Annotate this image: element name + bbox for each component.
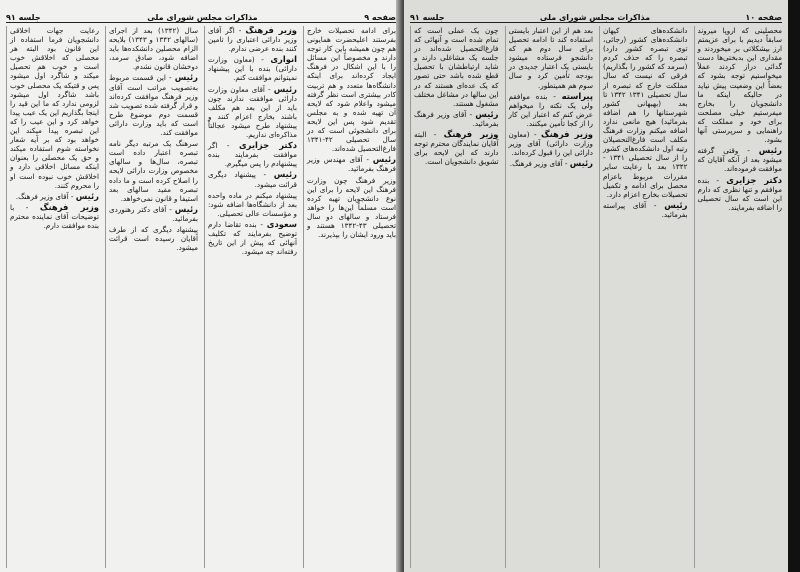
paragraph — [307, 176, 396, 240]
page-number: صفحه ۱۰ — [745, 13, 782, 22]
speaker-name: وزیر فرهنگ — [443, 129, 499, 140]
paragraph-text: پیشنهاد میکنم در ماده واحده بعد از دانشگاه‌ها اضافه شود: و مؤسسات عالی تحصیلی. — [208, 190, 297, 218]
paragraph-text: سال (۱۳۴۲) بعد از اجرای (سالهای ۱۳۴۲ و ۱۳۴۳) بلایحه الزام محصلین دانشکده‌ها باید اضافه شود، صادق سرمد، دوخشان قانون نشدم. — [109, 26, 198, 72]
scan-edge — [788, 0, 800, 572]
paragraph: رئیس - آقای وزیر فرهنگ بفرمائید. — [414, 108, 499, 128]
text-column — [599, 26, 688, 568]
text-column — [105, 26, 198, 568]
text-columns — [410, 26, 782, 568]
paragraph-text: آقای وزیر فرهنگ. — [15, 191, 69, 201]
paragraph: رئیس - آقای معاون وزارت دارائی موافقت ندارند چون باید از این بعد هم مکلف باشند بخارج اعزام کنند و پیشنهاد طرح میشود عجالتاً مذاکره‌ای نداریم. — [208, 83, 297, 140]
paragraph-text: برای ادامه تحصیلات خارج بفرستند اعلیحضرت همایونی هم چون همیشه باین کار توجه دارند و مخصوصاً این مسائل را با این اشکال در فرهنگ ایجاد کرده‌اند برای اینکه دانشگاه‌ها متعدد و هم تربیت کادر بیشتری است نظر گرفته میشود واعلام شود که لایحه آن تهیه شده و به مجلس تقدیم شود پس این لایحه برای دانشجوئی است که در سال تحصیلی ۴۲-۱۳۴۱ فارغ‌التحصیل شده‌اند. — [307, 26, 396, 154]
paragraph: وزیر فرهنگ - اگر آقای وزیر دارائی اعتباری را تامین کنند بنده عرضی ندارم. — [208, 26, 297, 54]
paragraph-text: بنده تقاضا دارم توضیح بفرمایند که تکلیف آنهائی که پیش از این تاریخ رفته‌اند چه میشود. — [208, 219, 297, 257]
speaker-name: دکتر جزایری — [238, 140, 297, 151]
paragraph-text: آقای دکتر رهنوردی بفرمائید. — [109, 204, 198, 223]
paragraph-text: با توضیحات آقای نماینده محترم بنده موافقت دارم. — [10, 202, 99, 230]
paragraph: انواری - (معاون وزارت دارائی) بنده با این پیشنهاد نمیتوانم موافقت کنم. — [208, 54, 297, 83]
paragraph-text: (معاون وزارت دارائی) بنده با این پیشنهاد نمیتوانم موافقت کنم. — [208, 55, 297, 83]
speaker-name: رئیس — [273, 169, 297, 180]
page-header — [410, 8, 782, 23]
speaker-name: وزیر فرهنگ — [245, 26, 297, 35]
speaker-name: سعودی — [266, 218, 297, 229]
paragraph-text: آقای وزیر فرهنگ. — [509, 159, 563, 169]
paragraph: پیراسته - بنده موافقم ولی یک نکته را میخواهم عرض کنم که اعتبار این کار را از کجا تأمین میکنند. — [508, 90, 593, 128]
speaker-name: رئیس — [273, 83, 297, 94]
publication-title: مذاکرات مجلس شورای ملی — [539, 13, 651, 22]
paragraph-text: اگر آقای وزیر دارائی اعتباری را تامین کنند بنده عرضی ندارم. — [208, 26, 297, 54]
publication-title: مذاکرات مجلس شورای ملی — [147, 13, 258, 22]
page-number: جلسه ۹۱ — [6, 13, 41, 22]
paragraph — [208, 191, 297, 218]
paragraph: رئیس - آقای وزیر فرهنگ. — [509, 158, 593, 169]
paragraph: وزیر فرهنگ - با توضیحات آقای نماینده محترم بنده موافقت دارم. — [10, 201, 99, 230]
paragraph — [603, 26, 688, 199]
paragraph-text: بنده موافقم ولی یک نکته را میخواهم عرض کنم که اعتبار این کار را از کجا تأمین میکنند. — [508, 91, 593, 128]
speaker-name: رئیس — [475, 108, 499, 119]
session-number: صفحه ۹ — [364, 13, 396, 22]
speaker-name: وزیر فرهنگ — [39, 201, 99, 212]
paragraph — [109, 139, 198, 203]
paragraph-text: رعایت جهات اخلاقی دانشجویان فرما استفاده از این قانون بود البته هر محصلی که اخلاقش خوب است و خوب هم تحصیل میکند و شاگرد اول میشود پس و قتیکه یک محصلی خوب باشد شاگرد اول میشود لزومی ندارد که ما این قید را اینجا بگذاریم این یک عیب پیدا خواهد کرد و این عیب را که این تبصره پیدا میکند این خواهد بود که بر آیه شعار نخواسته شوم استفاده میکند و حق یک محصلی را بعنوان اینکه مسائل اخلاقی دارد و اخلاقش خوب نبوده است او را محروم کنند. — [10, 26, 99, 190]
speaker-name: رئیس — [569, 158, 593, 169]
paragraph-text: آقای معاون وزارت دارائی موافقت ندارند چون باید از این بعد هم مکلف باشند بخارج اعزام کنند و پیشنهاد طرح میشود عجالتاً مذاکره‌ای نداریم. — [208, 84, 297, 140]
paragraph: رئیس - آقای وزیر فرهنگ. — [15, 190, 99, 201]
text-column — [6, 26, 99, 568]
speaker-name: رئیس — [758, 145, 782, 156]
paragraph-text: آقای پیراسته بفرمائید. — [603, 200, 688, 219]
speaker-name: رئیس — [174, 72, 198, 83]
paragraph: رئیس - وقتی گرفته میشود بعد از آنکه آقایان که موافقت فرموده‌اند. — [697, 145, 782, 174]
paragraph — [10, 26, 99, 190]
session-number: جلسه ۹۱ — [410, 13, 445, 22]
paragraph: سعودی - بنده تقاضا دارم توضیح بفرمایند که تکلیف آنهائی که پیش از این تاریخ رفته‌اند چه میشود. — [208, 218, 297, 257]
paragraph: دکتر جزایری - اگر موافقت بفرمایند بنده پیشنهادم را پس میگیرم. — [208, 140, 297, 169]
paragraph — [109, 26, 198, 71]
speaker-name: پیراسته — [561, 90, 593, 101]
speaker-name: وزیر فرهنگ — [541, 129, 593, 140]
paragraph: رئیس - آقای دکتر رهنوردی بفرمائید. — [109, 203, 198, 223]
text-column — [505, 26, 594, 568]
text-column — [410, 26, 499, 568]
paragraph: رئیس - پیشنهاد دیگری قرائت میشود. — [208, 169, 297, 189]
text-column — [694, 26, 783, 568]
speaker-name: رئیس — [664, 199, 688, 210]
speaker-name: دکتر جزایری — [726, 174, 782, 185]
paragraph: رئیس - آقای مهندس وزیر فرهنگ بفرمائید. — [307, 154, 396, 174]
paragraph-text: دانشکده‌های کیهان دانشکده‌های کشور (رجائی، توی تبصره کشور دارد) تبصره را که حذف کردم (سرمد که کشور را بگذاریم) فرقی که نیست که سال مملکت خارج که تبصره از سال تحصیلی ۱۳۴۱ ۱۳۴۲ تا بعد (بهبهانی کشور شهرستانها را هم اضافه بفرمائید) هیچ مانعی ندارد اضافه میکنم وزارت فرهنگ مکلف است فارغ‌التحصیلان رتبه اول دانشکده‌های کشور را از سال تحصیلی ۱۳۴۱ - ۱۳۴۲ بعد با رعایت سایر مقررات مربوط باعزام محصل برای ادامه و تکمیل تحصیلات بخارج اعزام دارد. — [603, 26, 688, 199]
page-header — [6, 8, 396, 23]
paragraph-text: آقای وزیر فرهنگ بفرمائید. — [414, 109, 499, 128]
paragraph-text: وقتی گرفته میشود بعد از آنکه آقایان که موافقت فرموده‌اند. — [697, 146, 782, 174]
text-columns — [6, 26, 396, 568]
paragraph: رئیس - این قسمت مربوط به‌تصویب مراتب است آقای وزیر فرهنگ موافقت کرده‌اند و قرار گرفته شده تصویب شد قسمت دوم موضوع طرح است که باید وزارت دارائی موافقت کند. — [109, 72, 198, 138]
paragraph-text: بعد هم از این اعتبار بایستی استفاده کند تا ادامه تحصیل برای سال دوم هم که دانشجو فرستاده میشود بایستی یک اعتبار جدیدی در بودجه تأمین کرد و سال سوم هم همینطور. — [508, 26, 593, 90]
paragraph-text: چون یک عملی است که تمام شده است و آنهائی که فارغ‌التحصیل شده‌اند در جلسه یک مشاغلی دارند و شاید ارتباطشان با تحصیل قطع شده باشد حتی تصور که یک عده‌ای هستند که در این سالها در مشاغل مختلف مشغول هستند. — [414, 26, 499, 108]
paragraph-text: محصلینی که اروپا میروند سابقاً دیدیم با برای عزیمتم ارز بیشکلاتی بر میخوردند و مقداری این بدبختی‌ها دست گدائی دراز کردند عملاً میخواستیم توجه بشود که بعضاً این وضعیت پیش نیاید در حالیکه اینکه ما دانشجویان را بخارج میفرستیم خیلی مصلحت برای خود و مملکت که راهنمایی و سرپرستی آنها بشود. — [697, 26, 782, 145]
paragraph — [109, 225, 198, 252]
text-column — [204, 26, 297, 568]
paragraph-text: اگر موافقت بفرمایند بنده پیشنهادم را پس میگیرم. — [208, 141, 297, 169]
paragraph-text: پیشنهاد دیگری که از طرف آقایان رسیده است قرائت میشود. — [109, 224, 198, 253]
speaker-name: رئیس — [372, 154, 396, 165]
speaker-name: رئیس — [174, 203, 198, 214]
speaker-name: رئیس — [75, 190, 99, 201]
paragraph: وزیر فرهنگ - البته آقایان نمایندگان محترم توجه دارند که این لایحه برای تشویق دانشجویان است. — [414, 129, 499, 167]
paragraph-text: بنده موافقم و تنها نظری که دارم این است که سال تحصیلی را اضافه بفرمایند. — [697, 175, 782, 212]
paragraph — [307, 26, 396, 153]
paragraph: رئیس - آقای پیراسته بفرمائید. — [603, 199, 688, 219]
paragraph-text: این قسمت مربوط به‌تصویب مراتب است آقای وزیر فرهنگ موافقت کرده‌اند و قرار گرفته شده تصویب شد قسمت دوم موضوع طرح است که باید وزارت دارائی موافقت کند. — [109, 73, 198, 138]
right-page — [404, 0, 788, 572]
paragraph — [414, 26, 499, 108]
paragraph-text: البته آقایان نمایندگان محترم توجه دارند که این لایحه برای تشویق دانشجویان است. — [414, 130, 499, 167]
paragraph: وزیر فرهنگ - (معاون وزارت دارائی) آقای وزیر دارائی این را قبول کرده‌اند. — [508, 129, 593, 158]
paragraph: دکتر جزایری - بنده موافقم و تنها نظری که دارم این است که سال تحصیلی را اضافه بفرمایند. — [697, 174, 782, 212]
speaker-name: انواری — [270, 54, 297, 65]
paragraph-text: سرهنگ یک مرتبه دیگر نامه تبصره اعتبار داده است تبصره، سال‌ها و سالهای مخصوص وزارت دارائی لایحه را اصلاح کرده است و ما داده تبصره مفید سالهای بعد استیفا و قانون نمی‌خواهد. — [109, 139, 198, 203]
paragraph — [698, 26, 783, 144]
paragraph-text: آقای مهندس وزیر فرهنگ بفرمائید. — [307, 155, 396, 174]
text-column — [303, 26, 396, 568]
paragraph-text: (معاون وزارت دارائی) آقای وزیر دارائی این را قبول کرده‌اند. — [508, 130, 593, 158]
paragraph — [509, 26, 594, 90]
paragraph-text: وزیر فرهنگ چون وزارت فرهنگ این لایحه را برای این نوع دانشجویان تهیه کرده است مسلماً این‌ها را خواهد فرستاد و سالهای دو سال تحصیلی ۴۳-۱۳۴۲ هستند و باید ورود ایشان را بپذیرند. — [307, 175, 396, 240]
paragraph-text: پیشنهاد دیگری قرائت میشود. — [208, 170, 297, 189]
